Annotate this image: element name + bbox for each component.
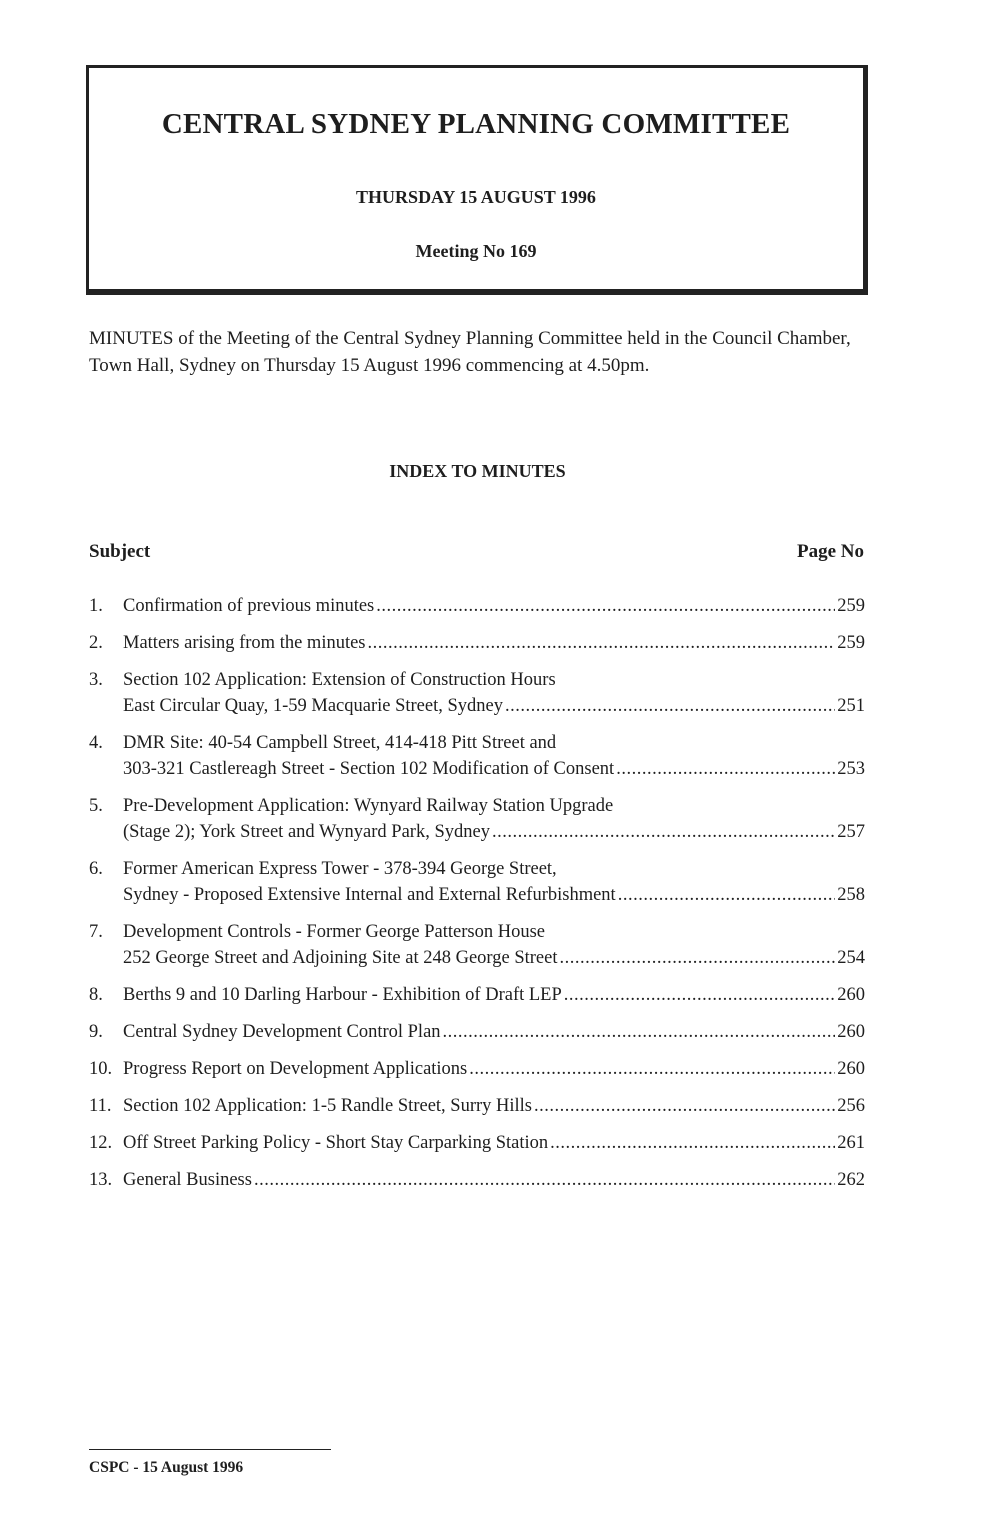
entry-body (123, 1167, 865, 1193)
index-entry (89, 1130, 865, 1156)
entry-page-number: 259 (837, 633, 865, 653)
entry-number: 5. (89, 796, 103, 816)
dot-leader (616, 756, 835, 782)
dot-leader (550, 1130, 835, 1156)
index-heading: INDEX TO MINUTES (389, 461, 566, 481)
index-entry (89, 919, 865, 971)
dot-leader (560, 945, 836, 971)
entry-last-line (123, 756, 865, 782)
entry-page-number: 259 (837, 596, 865, 616)
entry-body (123, 730, 865, 782)
dot-leader (564, 982, 835, 1008)
entry-number: 4. (89, 733, 103, 753)
entry-number: 3. (89, 670, 103, 690)
entry-number: 8. (89, 985, 103, 1005)
dot-leader (368, 630, 836, 656)
entry-last-line (123, 1093, 865, 1119)
index-entry (89, 1019, 865, 1045)
index-entry (89, 667, 865, 719)
dot-leader (492, 819, 835, 845)
entry-subject-line: DMR Site: 40-54 Campbell Street, 414-418 Pitt Street and (123, 733, 557, 753)
dot-leader (254, 1167, 835, 1193)
index-entry (89, 856, 865, 908)
entry-body (123, 793, 865, 845)
index-entry (89, 730, 865, 782)
entry-subject-text: Confirmation of previous minutes (123, 596, 375, 616)
dot-leader (534, 1093, 835, 1119)
index-entry (89, 793, 865, 845)
entry-page-number: 261 (837, 1133, 865, 1153)
entry-subject-text: Sydney - Proposed Extensive Internal and External Refurbishment (123, 885, 616, 905)
entry-number: 9. (89, 1022, 103, 1042)
entry-body (123, 1130, 865, 1156)
entry-subject-text: 303-321 Castlereagh Street - Section 102 Modification of Consent (123, 759, 615, 779)
entry-page-number: 254 (837, 948, 865, 968)
entry-number: 10. (89, 1059, 113, 1079)
dot-leader (469, 1056, 835, 1082)
entry-last-line (123, 1130, 865, 1156)
entry-last-line (123, 593, 865, 619)
entry-number: 12. (89, 1133, 113, 1153)
entry-page-number: 262 (837, 1170, 865, 1190)
entry-last-line (123, 882, 865, 908)
dot-leader (618, 882, 836, 908)
entry-page-number: 251 (837, 696, 865, 716)
subject-column-header: Subject (89, 541, 151, 562)
entry-body (123, 982, 865, 1008)
title-box (86, 65, 868, 295)
entry-last-line (123, 630, 865, 656)
entry-body (123, 630, 865, 656)
entry-subject-text: Central Sydney Development Control Plan (123, 1022, 441, 1042)
entry-page-number: 253 (837, 759, 865, 779)
entry-subject-text: (Stage 2); York Street and Wynyard Park, Sydney (123, 822, 490, 842)
document-title: CENTRAL SYDNEY PLANNING COMMITTEE (161, 108, 791, 140)
entry-page-number: 258 (837, 885, 865, 905)
entry-last-line (123, 982, 865, 1008)
entry-subject-line: Former American Express Tower - 378-394 George Street, (123, 859, 557, 879)
entry-body (123, 1093, 865, 1119)
entry-number: 1. (89, 596, 103, 616)
entry-last-line (123, 1056, 865, 1082)
index-entry (89, 1167, 865, 1193)
entry-subject-text: 252 George Street and Adjoining Site at 248 George Street (123, 948, 558, 968)
entry-body (123, 1019, 865, 1045)
meeting-date: THURSDAY 15 AUGUST 1996 (356, 187, 596, 207)
entry-number: 7. (89, 922, 103, 942)
entry-subject-text: General Business (123, 1170, 252, 1190)
entry-page-number: 260 (837, 1022, 865, 1042)
entry-body (123, 919, 865, 971)
entry-page-number: 260 (837, 1059, 865, 1079)
entry-last-line (123, 945, 865, 971)
entry-subject-text: Section 102 Application: 1-5 Randle Street, Surry Hills (123, 1096, 533, 1116)
entry-page-number: 256 (837, 1096, 865, 1116)
dot-leader (443, 1019, 836, 1045)
entry-last-line (123, 819, 865, 845)
index-list (89, 593, 865, 1204)
footer-rule (89, 1449, 331, 1450)
entry-subject-text: Off Street Parking Policy - Short Stay Carparking Station (123, 1133, 549, 1153)
entry-page-number: 260 (837, 985, 865, 1005)
entry-number: 6. (89, 859, 103, 879)
entry-subject-line: Section 102 Application: Extension of Construction Hours (123, 670, 556, 690)
entry-subject-text: Matters arising from the minutes (123, 633, 366, 653)
index-entry (89, 1056, 865, 1082)
dot-leader (376, 593, 835, 619)
entry-number: 13. (89, 1170, 113, 1190)
entry-last-line (123, 1019, 865, 1045)
entry-subject-text: Berths 9 and 10 Darling Harbour - Exhibition of Draft LEP (123, 985, 562, 1005)
page-column-header: Page No (796, 541, 864, 562)
entry-body (123, 856, 865, 908)
entry-subject-line: Development Controls - Former George Patterson House (123, 922, 545, 942)
page-footer: CSPC - 15 August 1996 (89, 1459, 244, 1476)
index-entry (89, 1093, 865, 1119)
intro-paragraph: MINUTES of the Meeting of the Central Sydney Planning Committee held in the Council Chamber, Town Hall, Sydney on Thursday 15 August 1996 commencing at 4.50pm. (89, 328, 851, 376)
index-entry (89, 593, 865, 619)
meeting-number: Meeting No 169 (415, 241, 537, 261)
entry-last-line (123, 1167, 865, 1193)
entry-number: 2. (89, 633, 103, 653)
index-entry (89, 982, 865, 1008)
entry-body (123, 1056, 865, 1082)
entry-subject-text: East Circular Quay, 1-59 Macquarie Street, Sydney (123, 696, 503, 716)
entry-last-line (123, 693, 865, 719)
entry-subject-line: Pre-Development Application: Wynyard Railway Station Upgrade (123, 796, 614, 816)
entry-page-number: 257 (837, 822, 865, 842)
index-entry (89, 630, 865, 656)
dot-leader (505, 693, 835, 719)
entry-number: 11. (89, 1096, 112, 1116)
entry-body (123, 667, 865, 719)
entry-body (123, 593, 865, 619)
entry-subject-text: Progress Report on Development Applications (123, 1059, 468, 1079)
